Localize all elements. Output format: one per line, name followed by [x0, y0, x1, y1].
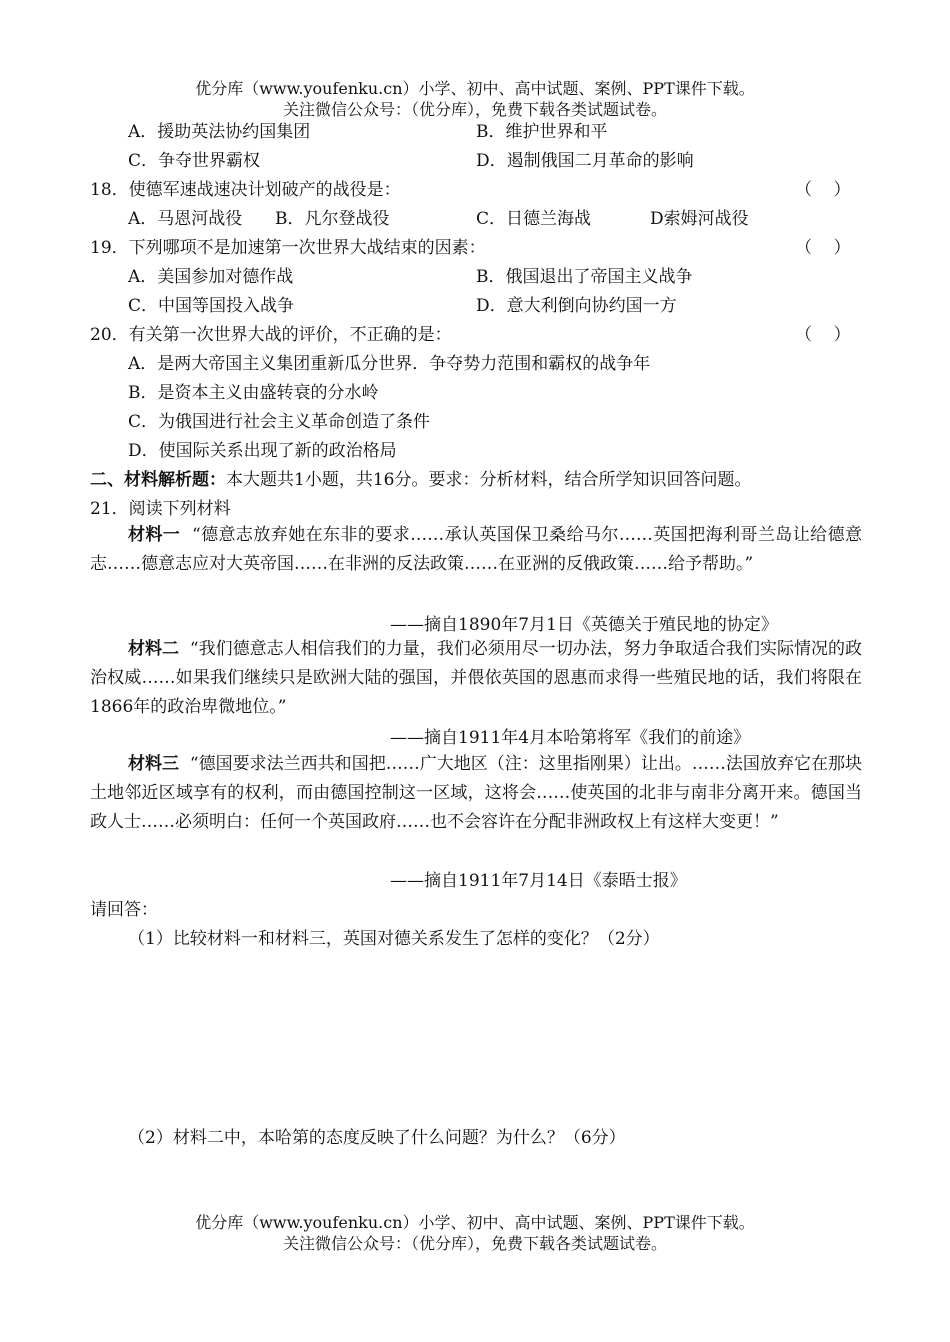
q20-option-c: C．为俄国进行社会主义革命创造了条件 [128, 412, 431, 432]
q20-stem: 20．有关第一次世界大战的评价，不正确的是： [90, 325, 452, 345]
q19-option-c: C．中国等国投入战争 [128, 296, 295, 316]
material-3 [90, 750, 862, 837]
material-3-label: 材料三 [128, 754, 180, 774]
q19-option-b: B．俄国退出了帝国主义战争 [476, 267, 693, 287]
header-line-2: 关注微信公众号：（优分库），免费下载各类试题试卷。 [282, 100, 667, 119]
q18-option-c: C．日德兰海战 [476, 209, 592, 229]
material-3-source: ——摘自1911年7月14日《泰晤士报》 [390, 871, 687, 891]
material-2-text: “我们德意志人相信我们的力量，我们必须用尽一切办法，努力争取适合我们实际情况的政治权威……如果我们继续只是欧洲大陆的强国，并偎依英国的恩惠而求得一些殖民地的话，我们将限在1866年的政治卑微地位。” [90, 639, 863, 717]
q17-option-a: A．援助英法协约国集团 [128, 122, 311, 142]
q20-answer-blank: （ ） [795, 325, 851, 345]
q20-option-a: A．是两大帝国主义集团重新瓜分世界．争夺势力范围和霸权的战争年 [128, 354, 651, 374]
q17-option-c: C．争夺世界霸权 [128, 151, 261, 171]
material-1-source: ——摘自1890年7月1日《英德关于殖民地的协定》 [390, 615, 778, 635]
q20-option-b: B．是资本主义由盛转衰的分水岭 [128, 383, 379, 403]
material-3-text: “德国要求法兰西共和国把……广大地区（注：这里指刚果）让出。……法国放弃它在那块土地邻近区域享有的权利，而由德国控制这一区域，这将会……使英国的北非与南非分离开来。德国当政人士……必须明白：任何一个英国政府……也不会容许在分配非洲政权上有这样大变更！” [90, 754, 863, 832]
q21-stem: 21．阅读下列材料 [90, 499, 231, 519]
material-1 [90, 521, 862, 579]
material-2 [90, 635, 862, 722]
section-2-heading [90, 467, 751, 493]
footer-line-2: 关注微信公众号：（优分库），免费下载各类试题试卷。 [282, 1234, 667, 1253]
q18-option-d: D索姆河战役 [650, 209, 749, 229]
sub-question-2: （2）材料二中，本哈第的态度反映了什么问题？为什么？（6分） [128, 1128, 626, 1148]
header-line-1: 优分库（www.youfenku.cn）小学、初中、高中试题、案例、PPT课件下载。 [195, 79, 755, 98]
q19-option-d: D．意大利倒向协约国一方 [476, 296, 677, 316]
material-1-label: 材料一 [128, 525, 181, 545]
section-2-description: 本大题共1小题，共16分。要求：分析材料，结合所学知识回答问题。 [226, 470, 752, 490]
material-2-label: 材料二 [128, 639, 180, 659]
q18-stem: 18．使德军速战速决计划破产的战役是： [90, 180, 401, 200]
footer-line-1: 优分库（www.youfenku.cn）小学、初中、高中试题、案例、PPT课件下载。 [195, 1213, 755, 1232]
q19-option-a: A．美国参加对德作战 [128, 267, 294, 287]
q18-option-a: A．马恩河战役 [128, 209, 243, 229]
section-2-title: 二、材料解析题： [90, 470, 226, 490]
q17-option-d: D．遏制俄国二月革命的影响 [476, 151, 694, 171]
q19-answer-blank: （ ） [795, 238, 851, 258]
q19-stem: 19．下列哪项不是加速第一次世界大战结束的因素： [90, 238, 486, 258]
q18-answer-blank: （ ） [795, 180, 851, 200]
q18-option-b: B．凡尔登战役 [275, 209, 390, 229]
material-1-text: “德意志放弃她在东非的要求……承认英国保卫桑给马尔……英国把海利哥兰岛让给德意志……德意志应对大英帝国……在非洲的反法政策……在亚洲的反俄政策……给予帮助。” [90, 525, 862, 574]
sub-question-1: （1）比较材料一和材料三，英国对德关系发生了怎样的变化？（2分） [128, 929, 660, 949]
material-2-source: ——摘自1911年4月本哈第将军《我们的前途》 [390, 728, 751, 748]
q17-option-b: B．维护世界和平 [476, 122, 608, 142]
q20-option-d: D．使国际关系出现了新的政治格局 [128, 441, 397, 461]
answer-prompt: 请回答： [90, 900, 158, 920]
